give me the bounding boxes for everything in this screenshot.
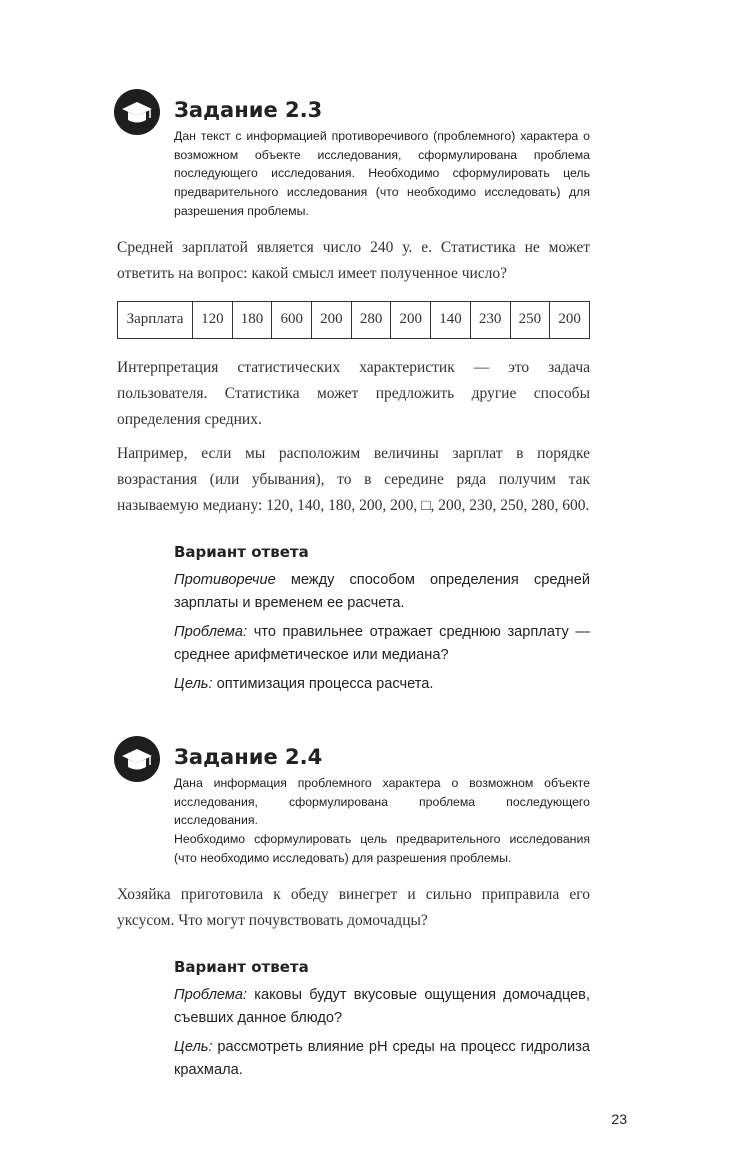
task-description [174, 774, 590, 868]
table-cell: 200 [312, 301, 352, 338]
task-header [117, 736, 590, 782]
answer-item [174, 984, 590, 1031]
answer-label: Цель: [174, 675, 213, 692]
answer-text: рассмотреть влияние pH среды на процесс гидролиза крахмала. [174, 1038, 590, 1079]
paragraph: Интерпретация статистических характеристик — это задача пользователя. Статистика может предложить другие способы определения средних. [117, 358, 590, 428]
description-line: Дана информация проблемного характера о возможном объекте исследования, сформулирована проблема последующего исследования. [174, 776, 590, 828]
table-cell: 280 [351, 301, 391, 338]
table-cell: 140 [431, 301, 471, 338]
answer-item [174, 621, 590, 668]
answer-block [174, 984, 590, 1083]
answer-block [174, 569, 590, 697]
task-text-after [117, 355, 590, 519]
task-2-4 [117, 736, 590, 1083]
answer-label: Противоречие [174, 571, 276, 588]
paragraph: Например, если мы расположим величины зарплат в порядке возрастания (или убывания), то в середине ряда получим так называемую медиану: 120, 140, 180, 200, 200, □, 200, 230, 250, 280, 600. [117, 444, 590, 514]
answer-text: между способом определения средней зарплаты и временем ее расчета. [174, 571, 590, 612]
task-2-3 [117, 89, 590, 696]
answer-item [174, 1036, 590, 1083]
answer-text: каковы будут вкусовые ощущения домочадцев, съевших данное блюдо? [174, 986, 590, 1027]
page-number: 23 [611, 1110, 627, 1127]
task-text [117, 882, 590, 934]
answer-text: что правильнее отражает среднюю зарплату — среднее арифметическое или медиана? [174, 623, 590, 664]
answer-heading: Вариант ответа [174, 957, 309, 976]
table-header-cell: Зарплата [118, 301, 193, 338]
paragraph: Средней зарплатой является число 240 у. е. Статистика не может ответить на вопрос: какой смысл имеет полученное число? [117, 238, 590, 282]
table-cell: 250 [510, 301, 550, 338]
answer-text: оптимизация процесса расчета. [212, 675, 434, 692]
table-cell: 200 [391, 301, 431, 338]
task-title: Задание 2.4 [174, 745, 323, 770]
table-cell: 600 [272, 301, 312, 338]
table-row [118, 301, 590, 338]
paragraph: Хозяйка приготовила к обеду винегрет и сильно приправила его уксусом. Что могут почувствовать домочадцы? [117, 885, 590, 929]
task-title: Задание 2.3 [174, 98, 323, 122]
graduation-cap-icon [114, 736, 160, 782]
task-text [117, 235, 590, 287]
graduation-cap-icon [114, 89, 160, 135]
description-line: Необходимо сформулировать цель предварительного исследования (что необходимо исследовать) для разрешения проблемы. [174, 832, 590, 865]
table-cell: 230 [470, 301, 510, 338]
task-description: Дан текст с информацией противоречивого (проблемного) характера о возможном объекте исследования, сформулирована проблема последующего исследования. Необходимо сформулировать цель предварительного исследования (что необходимо исследовать) для разрешения проблемы. [174, 129, 590, 218]
answer-label: Цель: [174, 1038, 213, 1055]
task-header [117, 89, 590, 135]
answer-item [174, 673, 590, 697]
table-cell: 200 [550, 301, 590, 338]
answer-heading: Вариант ответа [174, 542, 309, 561]
salary-table [117, 301, 590, 339]
table-cell: 180 [232, 301, 272, 338]
table-cell: 120 [193, 301, 233, 338]
answer-item [174, 569, 590, 616]
answer-label: Проблема: [174, 623, 248, 640]
answer-label: Проблема: [174, 986, 248, 1003]
